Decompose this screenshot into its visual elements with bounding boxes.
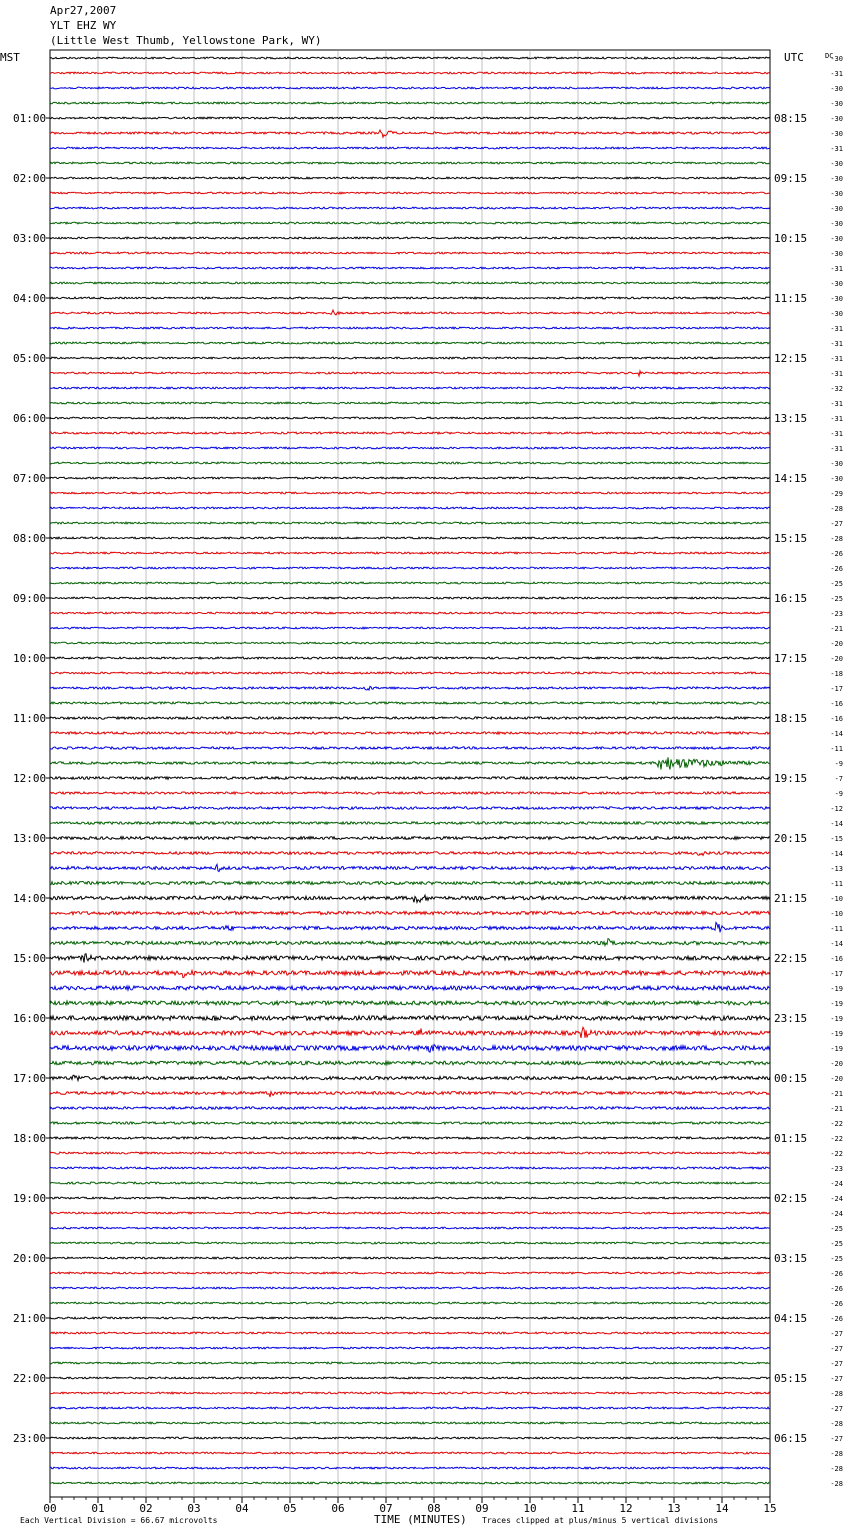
dc-offset-label: -27 bbox=[830, 1375, 843, 1383]
trace-row-2 bbox=[50, 87, 770, 89]
x-tick-label: 01 bbox=[91, 1502, 105, 1515]
dc-offset-label: -16 bbox=[830, 955, 843, 963]
trace-row-54 bbox=[50, 864, 770, 871]
trace-row-27 bbox=[50, 462, 770, 464]
dc-offset-label: -30 bbox=[830, 310, 843, 318]
dc-offset-label: -16 bbox=[830, 700, 843, 708]
dc-offset-label: -32 bbox=[830, 385, 843, 393]
dc-offset-label: -30 bbox=[830, 460, 843, 468]
dc-offset-label: -14 bbox=[830, 940, 843, 948]
left-hour-label: 12:00 bbox=[13, 772, 47, 785]
header-location: (Little West Thumb, Yellowstone Park, WY) bbox=[50, 34, 322, 47]
trace-row-41 bbox=[50, 672, 770, 674]
right-hour-label: 17:15 bbox=[774, 652, 808, 665]
left-hour-label: 02:00 bbox=[13, 172, 47, 185]
trace-row-40 bbox=[50, 657, 770, 659]
right-hour-label: 11:15 bbox=[774, 292, 808, 305]
trace-row-61 bbox=[50, 970, 770, 977]
dc-offset-label: -17 bbox=[830, 685, 843, 693]
dc-offset-label: -11 bbox=[830, 925, 843, 933]
trace-row-92 bbox=[50, 1437, 770, 1439]
dc-offset-label: -22 bbox=[830, 1150, 843, 1158]
trace-row-89 bbox=[50, 1392, 770, 1394]
dc-offset-label: -14 bbox=[830, 820, 843, 828]
trace-row-10 bbox=[50, 207, 770, 209]
trace-row-84 bbox=[50, 1317, 770, 1319]
trace-row-59 bbox=[50, 939, 770, 946]
left-hour-label: 17:00 bbox=[13, 1072, 47, 1085]
x-tick-label: 05 bbox=[283, 1502, 297, 1515]
dc-offset-label: -31 bbox=[830, 70, 843, 78]
trace-row-25 bbox=[50, 432, 770, 434]
trace-row-22 bbox=[50, 387, 770, 389]
right-hour-label: 06:15 bbox=[774, 1432, 808, 1445]
trace-row-66 bbox=[50, 1045, 770, 1053]
left-hour-label: 15:00 bbox=[13, 952, 47, 965]
right-hour-label: 04:15 bbox=[774, 1312, 808, 1325]
x-tick-label: 13 bbox=[667, 1502, 681, 1515]
dc-offset-label: -31 bbox=[830, 145, 843, 153]
trace-row-56 bbox=[50, 895, 770, 902]
dc-offset-label: -28 bbox=[830, 505, 843, 513]
dc-offset-label: -9 bbox=[834, 790, 843, 798]
trace-row-45 bbox=[50, 732, 770, 734]
right-hour-label: 01:15 bbox=[774, 1132, 808, 1145]
dc-offset-label: -19 bbox=[830, 1045, 843, 1053]
trace-row-60 bbox=[50, 954, 770, 963]
right-hour-label: 12:15 bbox=[774, 352, 808, 365]
dc-offset-label: -25 bbox=[830, 595, 843, 603]
trace-row-80 bbox=[50, 1257, 770, 1259]
left-hour-label: 13:00 bbox=[13, 832, 47, 845]
trace-row-4 bbox=[50, 117, 770, 119]
trace-row-68 bbox=[50, 1075, 770, 1080]
right-hour-label: 05:15 bbox=[774, 1372, 808, 1385]
clip-note: Traces clipped at plus/minus 5 vertical divisions bbox=[482, 1516, 719, 1525]
dc-offset-label: -14 bbox=[830, 730, 843, 738]
trace-row-55 bbox=[50, 882, 770, 885]
dc-offset-label: -25 bbox=[830, 1255, 843, 1263]
right-hour-label: 00:15 bbox=[774, 1072, 808, 1085]
left-hour-label: 09:00 bbox=[13, 592, 47, 605]
left-hour-label: 20:00 bbox=[13, 1252, 47, 1265]
dc-offset-label: -9 bbox=[834, 760, 843, 768]
dc-offset-label: -25 bbox=[830, 1240, 843, 1248]
dc-offset-label: -20 bbox=[830, 1060, 843, 1068]
seismic-traces bbox=[50, 57, 770, 1484]
right-hour-label: 18:15 bbox=[774, 712, 808, 725]
dc-offset-label: -11 bbox=[830, 745, 843, 753]
dc-offset-label: -20 bbox=[830, 655, 843, 663]
dc-offset-label: -28 bbox=[830, 1465, 843, 1473]
dc-offset-label: -28 bbox=[830, 1390, 843, 1398]
dc-offset-label: -30 bbox=[830, 130, 843, 138]
left-hour-label: 06:00 bbox=[13, 412, 47, 425]
trace-row-48 bbox=[50, 777, 770, 780]
dc-offset-label: -17 bbox=[830, 970, 843, 978]
dc-label: DC bbox=[825, 52, 834, 60]
dc-offset-label: -27 bbox=[830, 1360, 843, 1368]
dc-offset-label: -26 bbox=[830, 1270, 843, 1278]
dc-offset-label: -30 bbox=[830, 205, 843, 213]
dc-offset-label: -30 bbox=[830, 280, 843, 288]
dc-offset-label: -20 bbox=[830, 1075, 843, 1083]
trace-row-37 bbox=[50, 612, 770, 614]
dc-offset-label: -28 bbox=[830, 1480, 843, 1488]
left-hour-label: 18:00 bbox=[13, 1132, 47, 1145]
trace-row-13 bbox=[50, 252, 770, 254]
trace-row-94 bbox=[50, 1467, 770, 1469]
trace-row-3 bbox=[50, 102, 770, 104]
trace-row-69 bbox=[50, 1092, 770, 1097]
x-tick-label: 08 bbox=[427, 1502, 441, 1515]
dc-offset-label: -31 bbox=[830, 265, 843, 273]
left-hour-label: 01:00 bbox=[13, 112, 47, 125]
dc-offset-label: -21 bbox=[830, 1105, 843, 1113]
left-hour-label: 14:00 bbox=[13, 892, 47, 905]
trace-row-52 bbox=[50, 837, 770, 840]
x-tick-label: 00 bbox=[43, 1502, 57, 1515]
dc-offset-label: -26 bbox=[830, 565, 843, 573]
trace-row-49 bbox=[50, 792, 770, 794]
trace-row-36 bbox=[50, 597, 770, 599]
trace-row-8 bbox=[50, 177, 770, 179]
right-hour-label: 03:15 bbox=[774, 1252, 808, 1265]
x-tick-label: 12 bbox=[619, 1502, 633, 1515]
trace-row-11 bbox=[50, 222, 770, 224]
dc-offset-label: -30 bbox=[830, 475, 843, 483]
dc-offset-label: -18 bbox=[830, 670, 843, 678]
dc-offset-label: -28 bbox=[830, 535, 843, 543]
trace-row-20 bbox=[50, 357, 770, 359]
utc-label: UTC bbox=[784, 51, 804, 64]
dc-offset-label: -10 bbox=[830, 895, 843, 903]
trace-row-39 bbox=[50, 642, 770, 644]
dc-offset-label: -10 bbox=[830, 910, 843, 918]
left-hour-label: 03:00 bbox=[13, 232, 47, 245]
trace-row-91 bbox=[50, 1422, 770, 1424]
trace-row-77 bbox=[50, 1212, 770, 1214]
dc-offset-label: -21 bbox=[830, 1090, 843, 1098]
trace-row-12 bbox=[50, 237, 770, 239]
right-hour-label: 08:15 bbox=[774, 112, 808, 125]
trace-row-62 bbox=[50, 986, 770, 990]
right-hour-label: 14:15 bbox=[774, 472, 808, 485]
dc-offset-label: -7 bbox=[834, 775, 843, 783]
left-hour-label: 11:00 bbox=[13, 712, 47, 725]
trace-row-58 bbox=[50, 923, 770, 933]
trace-row-53 bbox=[50, 852, 770, 856]
dc-offset-label: -31 bbox=[830, 445, 843, 453]
right-hour-label: 13:15 bbox=[774, 412, 808, 425]
dc-offset-label: -11 bbox=[830, 880, 843, 888]
trace-row-7 bbox=[50, 162, 770, 164]
dc-offset-label: -30 bbox=[830, 220, 843, 228]
trace-row-21 bbox=[50, 371, 770, 376]
trace-row-17 bbox=[50, 310, 770, 315]
dc-offset-label: -19 bbox=[830, 1030, 843, 1038]
left-hour-label: 07:00 bbox=[13, 472, 47, 485]
dc-offset-label: -24 bbox=[830, 1180, 843, 1188]
dc-offset-label: -30 bbox=[830, 295, 843, 303]
trace-row-5 bbox=[50, 130, 770, 137]
trace-row-86 bbox=[50, 1347, 770, 1349]
x-tick-label: 15 bbox=[763, 1502, 777, 1515]
header-station: YLT EHZ WY bbox=[50, 19, 117, 32]
trace-row-16 bbox=[50, 297, 770, 299]
dc-offset-label: -26 bbox=[830, 1315, 843, 1323]
trace-row-15 bbox=[50, 282, 770, 284]
trace-row-30 bbox=[50, 507, 770, 509]
trace-row-93 bbox=[50, 1452, 770, 1454]
trace-row-46 bbox=[50, 747, 770, 749]
trace-row-44 bbox=[50, 717, 770, 719]
dc-offset-label: -25 bbox=[830, 580, 843, 588]
dc-offset-label: -30 bbox=[830, 250, 843, 258]
trace-row-18 bbox=[50, 327, 770, 329]
x-tick-label: 02 bbox=[139, 1502, 153, 1515]
dc-offset-label: -30 bbox=[830, 115, 843, 123]
dc-offset-label: -30 bbox=[830, 100, 843, 108]
trace-row-74 bbox=[50, 1167, 770, 1169]
trace-row-82 bbox=[50, 1287, 770, 1289]
dc-offset-label: -19 bbox=[830, 1000, 843, 1008]
trace-row-81 bbox=[50, 1272, 770, 1274]
right-hour-label: 23:15 bbox=[774, 1012, 808, 1025]
dc-offset-label: -16 bbox=[830, 715, 843, 723]
dc-offset-label: -23 bbox=[830, 610, 843, 618]
trace-row-6 bbox=[50, 147, 770, 149]
dc-offset-label: -26 bbox=[830, 550, 843, 558]
trace-row-51 bbox=[50, 822, 770, 825]
x-axis-label: TIME (MINUTES) bbox=[374, 1513, 467, 1526]
trace-row-87 bbox=[50, 1362, 770, 1364]
trace-row-24 bbox=[50, 417, 770, 419]
dc-offset-label: -25 bbox=[830, 1225, 843, 1233]
x-tick-label: 11 bbox=[571, 1502, 585, 1515]
trace-row-63 bbox=[50, 1001, 770, 1005]
dc-offset-label: -26 bbox=[830, 1285, 843, 1293]
trace-row-57 bbox=[50, 911, 770, 914]
dc-offset-label: -27 bbox=[830, 1345, 843, 1353]
trace-row-83 bbox=[50, 1302, 770, 1304]
trace-row-85 bbox=[50, 1332, 770, 1334]
dc-offset-label: -31 bbox=[830, 415, 843, 423]
dc-offset-label: -19 bbox=[830, 1015, 843, 1023]
trace-row-33 bbox=[50, 552, 770, 554]
trace-row-28 bbox=[50, 477, 770, 479]
dc-offset-label: -15 bbox=[830, 835, 843, 843]
dc-offset-label: -22 bbox=[830, 1135, 843, 1143]
left-hour-label: 16:00 bbox=[13, 1012, 47, 1025]
right-hour-label: 22:15 bbox=[774, 952, 808, 965]
dc-offset-label: -21 bbox=[830, 625, 843, 633]
dc-offset-label: -31 bbox=[830, 325, 843, 333]
left-hour-label: 08:00 bbox=[13, 532, 47, 545]
trace-row-42 bbox=[50, 686, 770, 690]
left-hour-label: 05:00 bbox=[13, 352, 47, 365]
mst-label: MST bbox=[0, 51, 20, 64]
dc-offset-label: -27 bbox=[830, 1405, 843, 1413]
right-hour-label: 02:15 bbox=[774, 1192, 808, 1205]
dc-offset-label: -23 bbox=[830, 1165, 843, 1173]
trace-row-95 bbox=[50, 1482, 770, 1484]
dc-offset-label: -19 bbox=[830, 985, 843, 993]
trace-row-9 bbox=[50, 192, 770, 194]
x-tick-label: 04 bbox=[235, 1502, 249, 1515]
dc-offset-label: -27 bbox=[830, 1330, 843, 1338]
dc-offset-label: -28 bbox=[830, 1450, 843, 1458]
dc-offset-label: -31 bbox=[830, 355, 843, 363]
dc-offset-label: -24 bbox=[830, 1210, 843, 1218]
x-tick-label: 03 bbox=[187, 1502, 201, 1515]
trace-row-67 bbox=[50, 1061, 770, 1065]
right-hour-label: 09:15 bbox=[774, 172, 808, 185]
trace-row-0 bbox=[50, 57, 770, 59]
dc-offset-label: -20 bbox=[830, 640, 843, 648]
left-hour-label: 04:00 bbox=[13, 292, 47, 305]
right-hour-label: 19:15 bbox=[774, 772, 808, 785]
right-hour-label: 21:15 bbox=[774, 892, 808, 905]
dc-offset-label: -28 bbox=[830, 1420, 843, 1428]
trace-row-50 bbox=[50, 807, 770, 810]
dc-offset-label: -30 bbox=[830, 190, 843, 198]
dc-offset-label: -30 bbox=[830, 55, 843, 63]
trace-row-14 bbox=[50, 267, 770, 269]
trace-row-71 bbox=[50, 1122, 770, 1124]
left-hour-label: 22:00 bbox=[13, 1372, 47, 1385]
dc-offset-label: -13 bbox=[830, 865, 843, 873]
trace-row-1 bbox=[50, 72, 770, 74]
dc-offset-label: -31 bbox=[830, 400, 843, 408]
dc-offset-label: -27 bbox=[830, 520, 843, 528]
dc-offset-label: -12 bbox=[830, 805, 843, 813]
dc-offset-label: -27 bbox=[830, 1435, 843, 1443]
trace-row-31 bbox=[50, 522, 770, 524]
trace-row-38 bbox=[50, 627, 770, 629]
right-hour-label: 16:15 bbox=[774, 592, 808, 605]
dc-offset-label: -30 bbox=[830, 235, 843, 243]
trace-row-78 bbox=[50, 1227, 770, 1229]
trace-row-47 bbox=[50, 757, 770, 769]
plot-frame bbox=[50, 50, 770, 1497]
trace-row-26 bbox=[50, 447, 770, 449]
trace-row-76 bbox=[50, 1197, 770, 1199]
trace-row-73 bbox=[50, 1152, 770, 1154]
trace-row-23 bbox=[50, 402, 770, 404]
dc-offset-label: -24 bbox=[830, 1195, 843, 1203]
dc-offset-label: -22 bbox=[830, 1120, 843, 1128]
x-tick-label: 06 bbox=[331, 1502, 345, 1515]
dc-offset-label: -31 bbox=[830, 430, 843, 438]
dc-offset-label: -26 bbox=[830, 1300, 843, 1308]
right-hour-label: 15:15 bbox=[774, 532, 808, 545]
dc-offset-label: -31 bbox=[830, 370, 843, 378]
x-tick-label: 07 bbox=[379, 1502, 393, 1515]
left-hour-label: 19:00 bbox=[13, 1192, 47, 1205]
dc-offset-label: -30 bbox=[830, 160, 843, 168]
trace-row-34 bbox=[50, 567, 770, 569]
trace-row-75 bbox=[50, 1182, 770, 1184]
vertical-division-note: Each Vertical Division = 66.67 microvolts bbox=[20, 1516, 218, 1525]
dc-offset-label: -29 bbox=[830, 490, 843, 498]
dc-offset-label: -30 bbox=[830, 85, 843, 93]
left-hour-label: 23:00 bbox=[13, 1432, 47, 1445]
right-hour-label: 20:15 bbox=[774, 832, 808, 845]
trace-row-79 bbox=[50, 1242, 770, 1244]
dc-offset-label: -14 bbox=[830, 850, 843, 858]
trace-row-19 bbox=[50, 342, 770, 344]
trace-row-32 bbox=[50, 537, 770, 539]
dc-offset-label: -30 bbox=[830, 175, 843, 183]
axis-labels bbox=[13, 55, 843, 1515]
dc-offset-label: -31 bbox=[830, 340, 843, 348]
trace-row-35 bbox=[50, 582, 770, 584]
x-tick-label: 09 bbox=[475, 1502, 489, 1515]
trace-row-88 bbox=[50, 1377, 770, 1379]
header-date: Apr27,2007 bbox=[50, 4, 117, 17]
x-tick-label: 10 bbox=[523, 1502, 537, 1515]
trace-row-65 bbox=[50, 1027, 770, 1038]
trace-row-64 bbox=[50, 1016, 770, 1021]
left-hour-label: 21:00 bbox=[13, 1312, 47, 1325]
trace-row-70 bbox=[50, 1107, 770, 1110]
left-hour-label: 10:00 bbox=[13, 652, 47, 665]
trace-row-90 bbox=[50, 1407, 770, 1409]
trace-row-72 bbox=[50, 1137, 770, 1139]
right-hour-label: 10:15 bbox=[774, 232, 808, 245]
x-tick-label: 14 bbox=[715, 1502, 729, 1515]
trace-row-43 bbox=[50, 702, 770, 704]
trace-row-29 bbox=[50, 492, 770, 494]
